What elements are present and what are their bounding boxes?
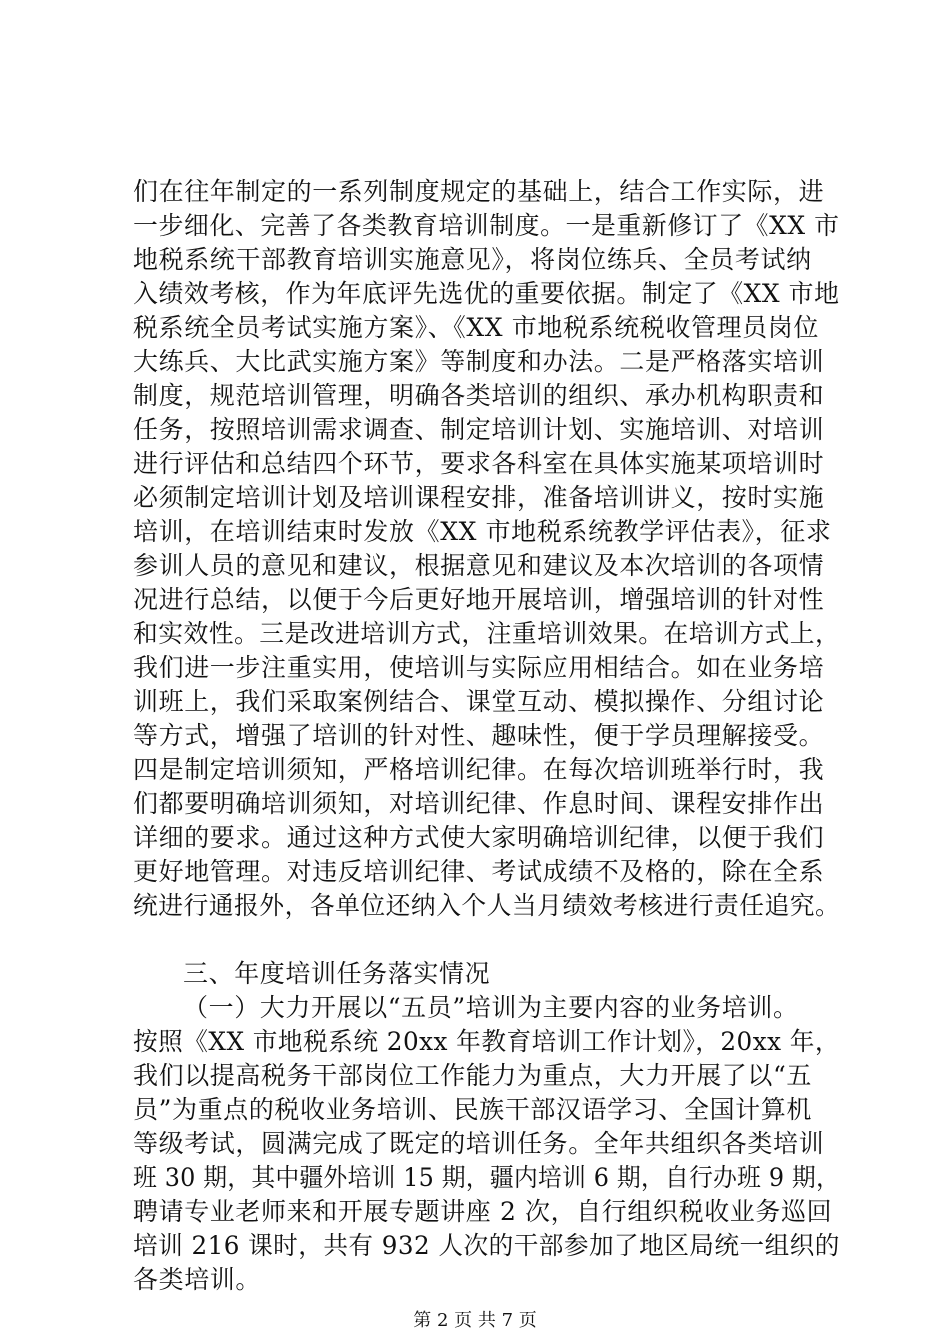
- text-line: 大练兵、大比武实施方案》等制度和办法。二是严格落实培训: [133, 347, 825, 376]
- text-line: 培训，在培训结束时发放《XX 市地税系统教学评估表》，征求: [133, 517, 832, 546]
- text-line: 四是制定培训须知，严格培训纪律。在每次培训班举行时，我: [133, 755, 825, 784]
- text-line: 详细的要求。通过这种方式使大家明确培训纪律，以便于我们: [133, 823, 825, 852]
- text-line: 我们以提高税务干部岗位工作能力为重点，大力开展了以“五: [133, 1061, 812, 1090]
- text-line: 制度，规范培训管理，明确各类培训的组织、承办机构职责和: [133, 381, 825, 410]
- section-heading: 三、年度培训任务落实情况: [183, 959, 491, 988]
- text-line: 员”为重点的税收业务培训、民族干部汉语学习、全国计算机: [133, 1095, 812, 1124]
- page-number-footer: 第 2 页 共 7 页: [413, 1310, 537, 1331]
- text-line: 地税系统干部教育培训实施意见》，将岗位练兵、全员考试纳: [133, 245, 812, 274]
- text-line: 和实效性。三是改进培训方式，注重培训效果。在培训方式上，: [133, 619, 841, 648]
- text-line: 税系统全员考试实施方案》、《XX 市地税系统税收管理员岗位: [133, 313, 819, 342]
- text-line: 按照《XX 市地税系统 20xx 年教育培训工作计划》，20xx 年，: [133, 1027, 841, 1056]
- text-line: 入绩效考核，作为年底评先选优的重要依据。制定了《XX 市地: [133, 279, 840, 308]
- text-line: 等级考试，圆满完成了既定的培训任务。全年共组织各类培训: [133, 1129, 825, 1158]
- text-line: 训班上，我们采取案例结合、课堂互动、模拟操作、分组讨论: [133, 687, 825, 716]
- text-line: 培训 216 课时，共有 932 人次的干部参加了地区局统一组织的: [133, 1231, 840, 1260]
- text-line: 我们进一步注重实用，使培训与实际应用相结合。如在业务培: [133, 653, 825, 682]
- text-line: 们在往年制定的一系列制度规定的基础上，结合工作实际，进: [133, 177, 825, 206]
- text-line: 任务，按照培训需求调查、制定培训计划、实施培训、对培训: [133, 415, 825, 444]
- text-line: 更好地管理。对违反培训纪律、考试成绩不及格的，除在全系: [133, 857, 825, 886]
- text-line: 必须制定培训计划及培训课程安排，准备培训讲义，按时实施: [133, 483, 825, 512]
- text-line: 一步细化、完善了各类教育培训制度。一是重新修订了《XX 市: [133, 211, 840, 240]
- text-line: 班 30 期，其中疆外培训 15 期，疆内培训 6 期，自行办班 9 期，: [133, 1163, 841, 1192]
- text-line: 聘请专业老师来和开展专题讲座 2 次，自行组织税收业务巡回: [133, 1197, 833, 1226]
- text-line: 统进行通报外，各单位还纳入个人当月绩效考核进行责任追究。: [133, 891, 841, 920]
- text-line: 各类培训。: [133, 1265, 262, 1294]
- text-line: 况进行总结，以便于今后更好地开展培训，增强培训的针对性: [133, 585, 825, 614]
- text-line: 们都要明确培训须知，对培训纪律、作息时间、课程安排作出: [133, 789, 825, 818]
- subsection-heading: （一）大力开展以“五员”培训为主要内容的业务培训。: [183, 993, 799, 1022]
- text-line: 等方式，增强了培训的针对性、趣味性，便于学员理解接受。: [133, 721, 825, 750]
- text-line: 参训人员的意见和建议，根据意见和建议及本次培训的各项情: [133, 551, 825, 580]
- text-line: 进行评估和总结四个环节，要求各科室在具体实施某项培训时: [133, 449, 825, 478]
